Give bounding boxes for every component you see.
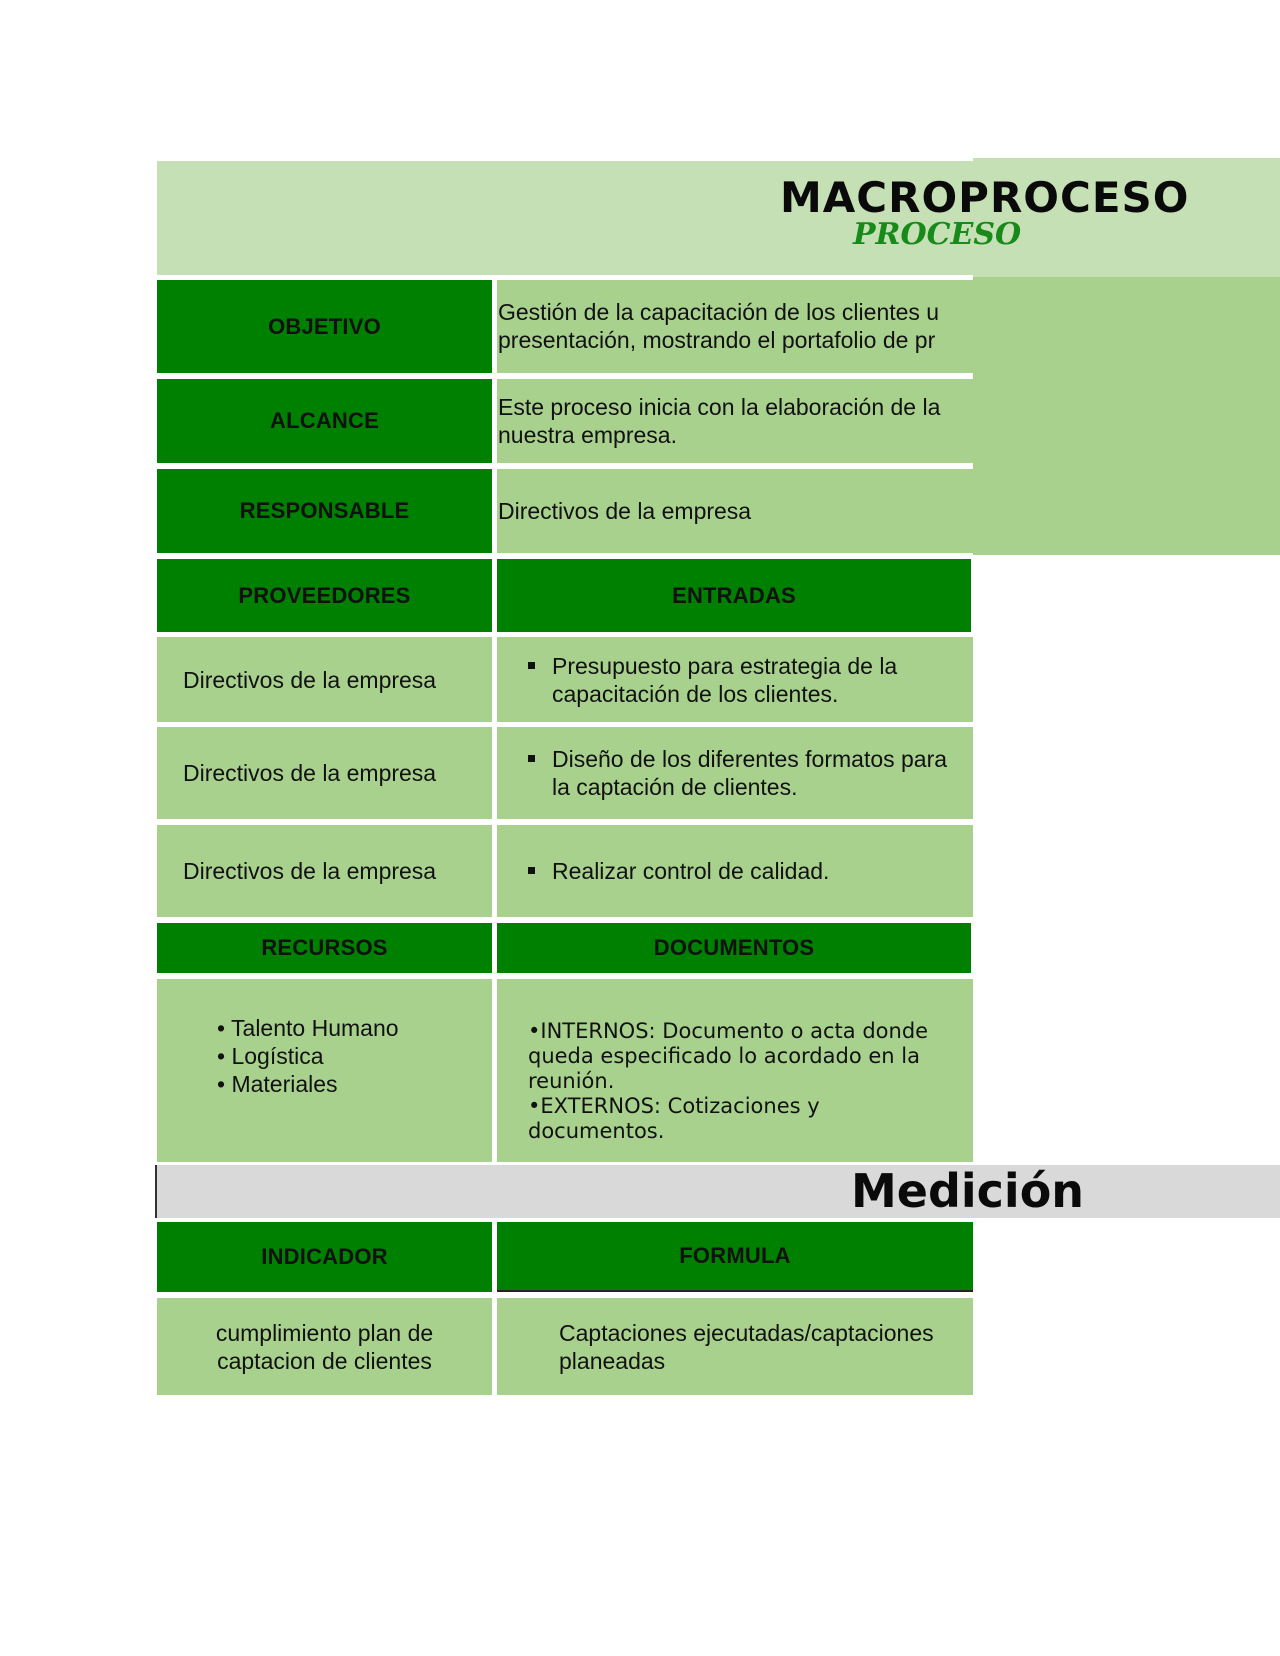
responsable-text: Directivos de la empresa (497, 469, 997, 553)
objetivo-label: OBJETIVO (157, 280, 492, 373)
entrada-item: Presupuesto para estrategia de la capacitación de los clientes. (528, 652, 953, 708)
documentos-header: DOCUMENTOS (497, 923, 971, 973)
page-subtitle: PROCESO (853, 217, 1022, 252)
recurso-item: • Talento Humano (217, 1015, 399, 1041)
measurement-title: Medición (851, 1164, 1085, 1218)
indicador-cell: cumplimiento plan de captacion de clientes (157, 1298, 492, 1395)
entrada-list (528, 745, 953, 801)
documento-internos: •INTERNOS: Documento o acta donde queda especificado lo acordado en la reunión. (528, 1019, 929, 1093)
proveedores-header: PROVEEDORES (157, 559, 492, 632)
entradas-header: ENTRADAS (497, 559, 971, 632)
recursos-cell (157, 979, 492, 1162)
recurso-item: • Logística (217, 1043, 324, 1069)
proveedor-cell: Directivos de la empresa (157, 825, 492, 917)
documentos-cell (497, 979, 973, 1162)
entrada-list (528, 652, 953, 708)
recurso-item: • Materiales (217, 1071, 338, 1097)
documentos-text (528, 1019, 948, 1144)
objetivo-text-line2: presentación, mostrando el portafolio de pr (498, 327, 936, 353)
responsable-label: RESPONSABLE (157, 469, 492, 553)
formula-cell: Captaciones ejecutadas/captaciones planeadas (497, 1298, 973, 1395)
alcance-text-line1: Este proceso inicia con la elaboración de la (498, 394, 941, 420)
proveedor-cell: Directivos de la empresa (157, 637, 492, 722)
entrada-cell (497, 727, 973, 819)
documento-externos: •EXTERNOS: Cotizaciones y documentos. (528, 1094, 820, 1143)
page-title: MACROPROCESO (780, 173, 1190, 222)
entrada-cell (497, 825, 973, 917)
recursos-list (217, 1014, 399, 1098)
entrada-cell (497, 637, 973, 722)
objetivo-text-line1: Gestión de la capacitación de los clientes u (498, 299, 940, 325)
entrada-item: Realizar control de calidad. (528, 857, 829, 885)
alcance-label: ALCANCE (157, 379, 492, 463)
recursos-header: RECURSOS (157, 923, 492, 973)
info-band-right (973, 277, 1280, 555)
alcance-text-line2: nuestra empresa. (498, 422, 677, 448)
indicador-header: INDICADOR (157, 1222, 492, 1292)
entrada-list (528, 857, 829, 885)
entrada-item: Diseño de los diferentes formatos para la captación de clientes. (528, 745, 953, 801)
formula-header: FORMULA (497, 1222, 973, 1292)
proveedor-cell: Directivos de la empresa (157, 727, 492, 819)
